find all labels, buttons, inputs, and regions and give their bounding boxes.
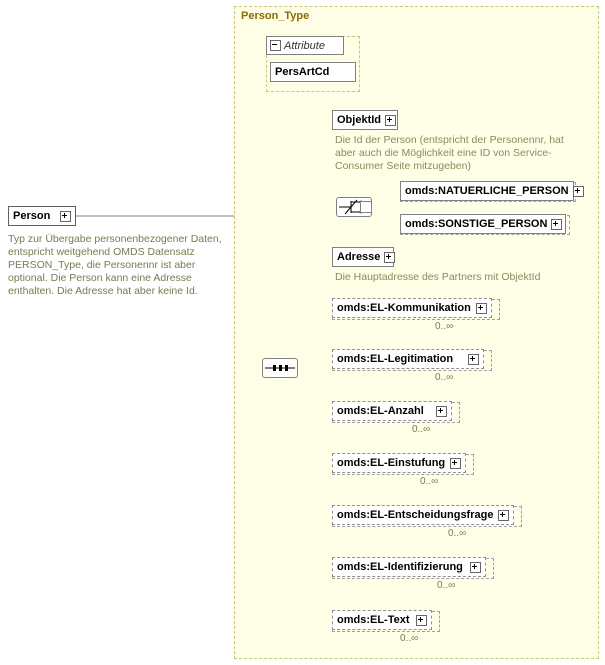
expand-icon[interactable] <box>498 510 509 521</box>
expand-icon[interactable] <box>60 211 71 222</box>
sequence-compositor[interactable] <box>262 358 298 378</box>
expand-icon[interactable] <box>385 115 396 126</box>
root-node-person[interactable]: Person <box>8 206 76 226</box>
element-objektid[interactable]: ObjektId <box>332 110 398 130</box>
expand-icon[interactable] <box>384 252 395 263</box>
attribute-group-label: Attribute <box>284 39 325 52</box>
element-el-anzahl[interactable]: omds:EL-Anzahl <box>332 401 452 421</box>
type-title: Person_Type <box>241 10 310 22</box>
element-el-legitimation-cardinality: 0..∞ <box>435 372 454 383</box>
element-el-identifizierung[interactable]: omds:EL-Identifizierung <box>332 557 486 577</box>
expand-icon[interactable] <box>476 303 487 314</box>
element-el-kommunikation[interactable]: omds:EL-Kommunikation <box>332 298 492 318</box>
element-el-kommunikation-cardinality: 0..∞ <box>435 321 454 332</box>
attribute-persartcd[interactable]: PersArtCd <box>270 62 356 82</box>
element-adresse[interactable]: Adresse <box>332 247 394 267</box>
element-objektid-documentation: Die Id der Person (entspricht der Personennr, hat aber auch die Möglichkeit eine ID von Service-Consumer Seite mitzugeben) <box>335 134 564 172</box>
element-adresse-documentation: Die Hauptadresse des Partners mit ObjektId <box>335 271 541 283</box>
element-el-text[interactable]: omds:EL-Text <box>332 610 432 630</box>
element-el-einstufung-cardinality: 0..∞ <box>420 476 439 487</box>
expand-icon[interactable] <box>416 615 427 626</box>
root-documentation: Typ zur Übergabe personenbezogener Daten, entspricht weitgehend OMDS Datensatz PERSON_Type, die Personennr ist aber optional. Die Person kann eine Adresse enthalten. Die Adresse hat aber keine Id. <box>8 233 222 297</box>
expand-icon[interactable] <box>450 458 461 469</box>
element-el-anzahl-cardinality: 0..∞ <box>412 424 431 435</box>
element-sonstige-person[interactable]: omds:SONSTIGE_PERSON <box>400 214 566 234</box>
attribute-group-header[interactable] <box>266 36 344 55</box>
element-el-einstufung[interactable]: omds:EL-Einstufung <box>332 453 466 473</box>
collapse-icon[interactable] <box>270 40 281 51</box>
element-el-entscheidungsfrage[interactable]: omds:EL-Entscheidungsfrage <box>332 505 514 525</box>
element-el-legitimation[interactable]: omds:EL-Legitimation <box>332 349 484 369</box>
expand-icon[interactable] <box>573 186 584 197</box>
element-natuerliche-person[interactable]: omds:NATUERLICHE_PERSON <box>400 181 574 201</box>
expand-icon[interactable] <box>470 562 481 573</box>
choice-expand-box[interactable] <box>360 201 372 213</box>
element-el-entscheidungsfrage-cardinality: 0..∞ <box>448 528 467 539</box>
expand-icon[interactable] <box>436 406 447 417</box>
expand-icon[interactable] <box>468 354 479 365</box>
element-el-text-cardinality: 0..∞ <box>400 633 419 644</box>
element-el-identifizierung-cardinality: 0..∞ <box>437 580 456 591</box>
expand-icon[interactable] <box>551 219 562 230</box>
